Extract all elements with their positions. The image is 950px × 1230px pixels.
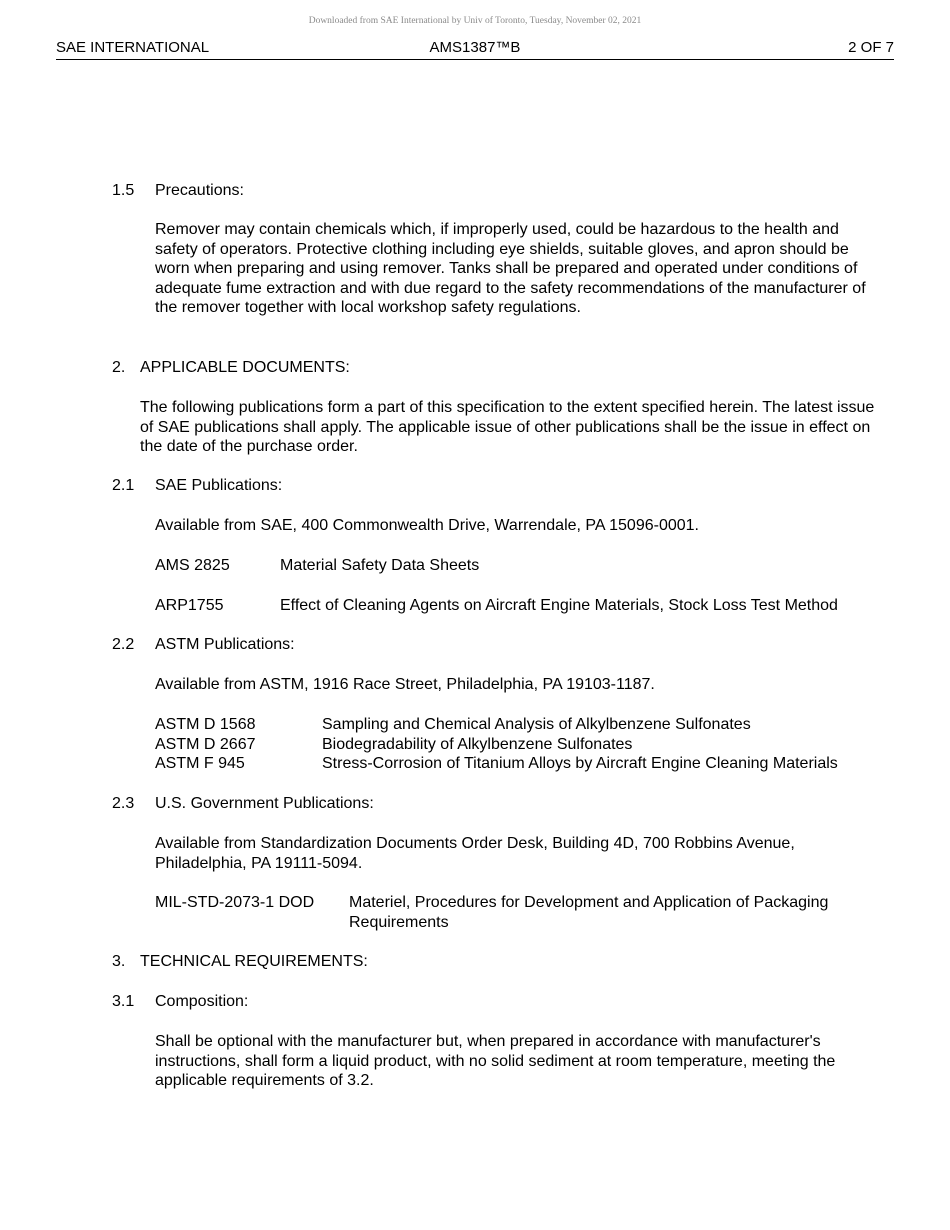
reference-title: Effect of Cleaning Agents on Aircraft Engine Materials, Stock Loss Test Method [280, 597, 838, 614]
reference-title: Stress-Corrosion of Titanium Alloys by Aircraft Engine Cleaning Materials [322, 755, 838, 772]
section-2-3-title: U.S. Government Publications: [155, 795, 374, 812]
reference-code: MIL-STD-2073-1 DOD [155, 894, 315, 911]
reference-title: Sampling and Chemical Analysis of Alkylbenzene Sulfonates [322, 716, 751, 733]
section-3-1-title: Composition: [155, 993, 249, 1010]
reference-title: Biodegradability of Alkylbenzene Sulfonates [322, 736, 633, 753]
reference-code: ASTM D 1568 [155, 716, 256, 733]
section-2-paragraph: The following publications form a part of this specification to the extent specified herein. The latest issue of SAE publications shall apply. The applicable issue of other publications shall be the issue in effect on the date of the purchase order. [140, 399, 875, 455]
section-3-1-number: 3.1 [112, 993, 135, 1010]
reference-code: AMS 2825 [155, 557, 230, 574]
section-2-1-availability: Available from SAE, 400 Commonwealth Drive, Warrendale, PA 15096-0001. [155, 517, 699, 534]
section-3-1-paragraph: Shall be optional with the manufacturer but, when prepared in accordance with manufacturer's instructions, shall form a liquid product, with no solid sediment at room temperature, meeting the applicable requirements of 3.2. [155, 1033, 836, 1089]
header-document-id: AMS1387™B [429, 39, 521, 56]
section-2-1-number: 2.1 [112, 477, 135, 494]
section-1-5-paragraph: Remover may contain chemicals which, if improperly used, could be hazardous to the health and safety of operators. Protective clothing including eye shields, suitable gloves, and apron should be worn when preparing and using remover. Tanks shall be prepared and operated under conditions of adequate fume extraction and with due regard to the safety recommendations of the manufacturer of the remover together with local workshop safety regulations. [155, 221, 866, 316]
section-2-2-title: ASTM Publications: [155, 636, 295, 653]
section-1-5-title: Precautions: [155, 182, 244, 199]
section-2-1-title: SAE Publications: [155, 477, 283, 494]
reference-code: ARP1755 [155, 597, 224, 614]
reference-code: ASTM D 2667 [155, 736, 256, 753]
reference-title: Material Safety Data Sheets [280, 557, 480, 574]
section-3-title: TECHNICAL REQUIREMENTS: [140, 953, 368, 970]
download-watermark: Downloaded from SAE International by Univ of Toronto, Tuesday, November 02, 2021 [308, 16, 642, 26]
page-header [56, 38, 894, 60]
section-3-number: 3. [112, 953, 126, 970]
section-2-2-availability: Available from ASTM, 1916 Race Street, Philadelphia, PA 19103-1187. [155, 676, 655, 693]
section-2-3-availability: Available from Standardization Documents Order Desk, Building 4D, 700 Robbins Avenue, Philadelphia, PA 19111-5094. [155, 835, 795, 872]
reference-title: Materiel, Procedures for Development and Application of Packaging Requirements [349, 894, 829, 931]
header-page-number: 2 OF 7 [848, 39, 894, 56]
header-organization: SAE INTERNATIONAL [56, 39, 210, 56]
section-2-3-number: 2.3 [112, 795, 135, 812]
section-1-5-number: 1.5 [112, 182, 135, 199]
section-2-2-number: 2.2 [112, 636, 135, 653]
reference-code: ASTM F 945 [155, 755, 245, 772]
section-2-title: APPLICABLE DOCUMENTS: [140, 359, 350, 376]
section-2-number: 2. [112, 359, 126, 376]
